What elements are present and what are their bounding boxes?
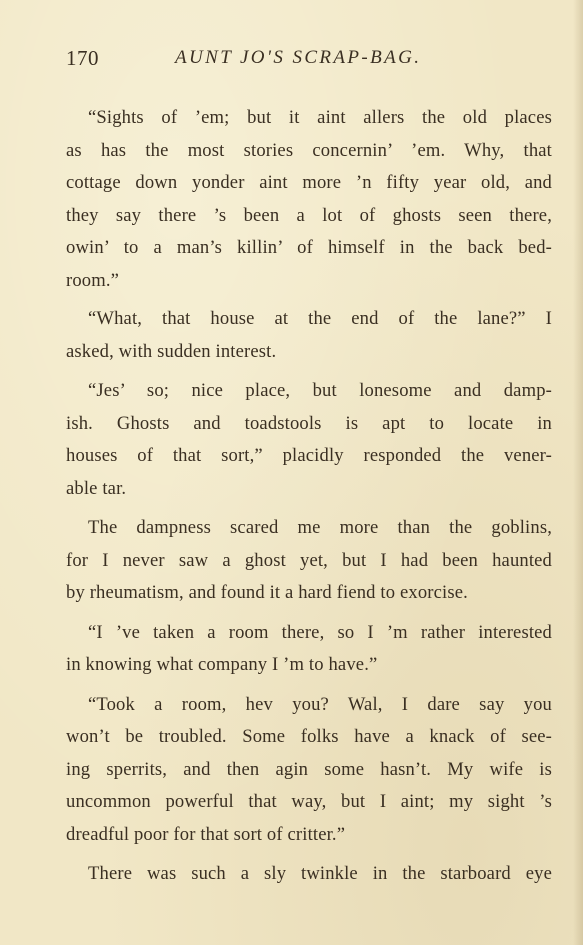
text-line: houses of that sort,” placidly responded the vener- — [66, 445, 552, 466]
text-line: won’t be troubled. Some folks have a knack of see- — [66, 726, 552, 747]
text-line: ing sperrits, and then agin some hasn’t. My wife is — [66, 758, 552, 780]
body-text — [66, 102, 552, 898]
paragraph — [66, 102, 552, 297]
page-edge-shadow — [573, 0, 583, 945]
text-line: “Sights of ’em; but it aint allers the old places — [88, 107, 552, 128]
running-head: AUNT JO'S SCRAP-BAG. — [175, 47, 422, 68]
text-line: There was such a sly twinkle in the starboard eye — [88, 863, 552, 884]
text-line: owin’ to a man’s killin’ of himself in the back bed- — [66, 237, 552, 258]
text-line: able tar. — [66, 477, 127, 499]
text-line: for I never saw a ghost yet, but I had been haunted — [66, 549, 552, 571]
paragraph — [66, 858, 552, 891]
text-line: as has the most stories concernin’ ’em. Why, that — [66, 139, 552, 161]
text-line: in knowing what company I ’m to have.” — [66, 654, 378, 675]
page-header — [66, 46, 552, 76]
text-line: “What, that house at the end of the lane?” I — [88, 308, 552, 329]
text-line: cottage down yonder aint more ’n fifty year old, and — [66, 172, 552, 193]
text-line: “Jes’ so; nice place, but lonesome and damp- — [88, 380, 552, 401]
paragraph — [66, 617, 552, 682]
text-line: they say there ’s been a lot of ghosts seen there, — [66, 204, 552, 226]
text-line: by rheumatism, and found it a hard fiend to exorcise. — [66, 582, 468, 603]
paragraph — [66, 512, 552, 610]
text-line: uncommon powerful that way, but I aint; my sight ’s — [66, 791, 552, 812]
text-line: “Took a room, hev you? Wal, I dare say you — [88, 693, 552, 715]
page-number: 170 — [66, 46, 99, 70]
paragraph — [66, 303, 552, 368]
paragraph — [66, 689, 552, 852]
paragraph — [66, 375, 552, 505]
text-line: “I ’ve taken a room there, so I ’m rather interested — [88, 621, 552, 643]
text-line: asked, with sudden interest. — [66, 340, 277, 362]
text-line: The dampness scared me more than the goblins, — [88, 517, 552, 538]
text-line: ish. Ghosts and toadstools is apt to locate in — [66, 412, 552, 434]
text-line: room.” — [66, 269, 120, 291]
text-line: dreadful poor for that sort of critter.” — [66, 823, 346, 845]
